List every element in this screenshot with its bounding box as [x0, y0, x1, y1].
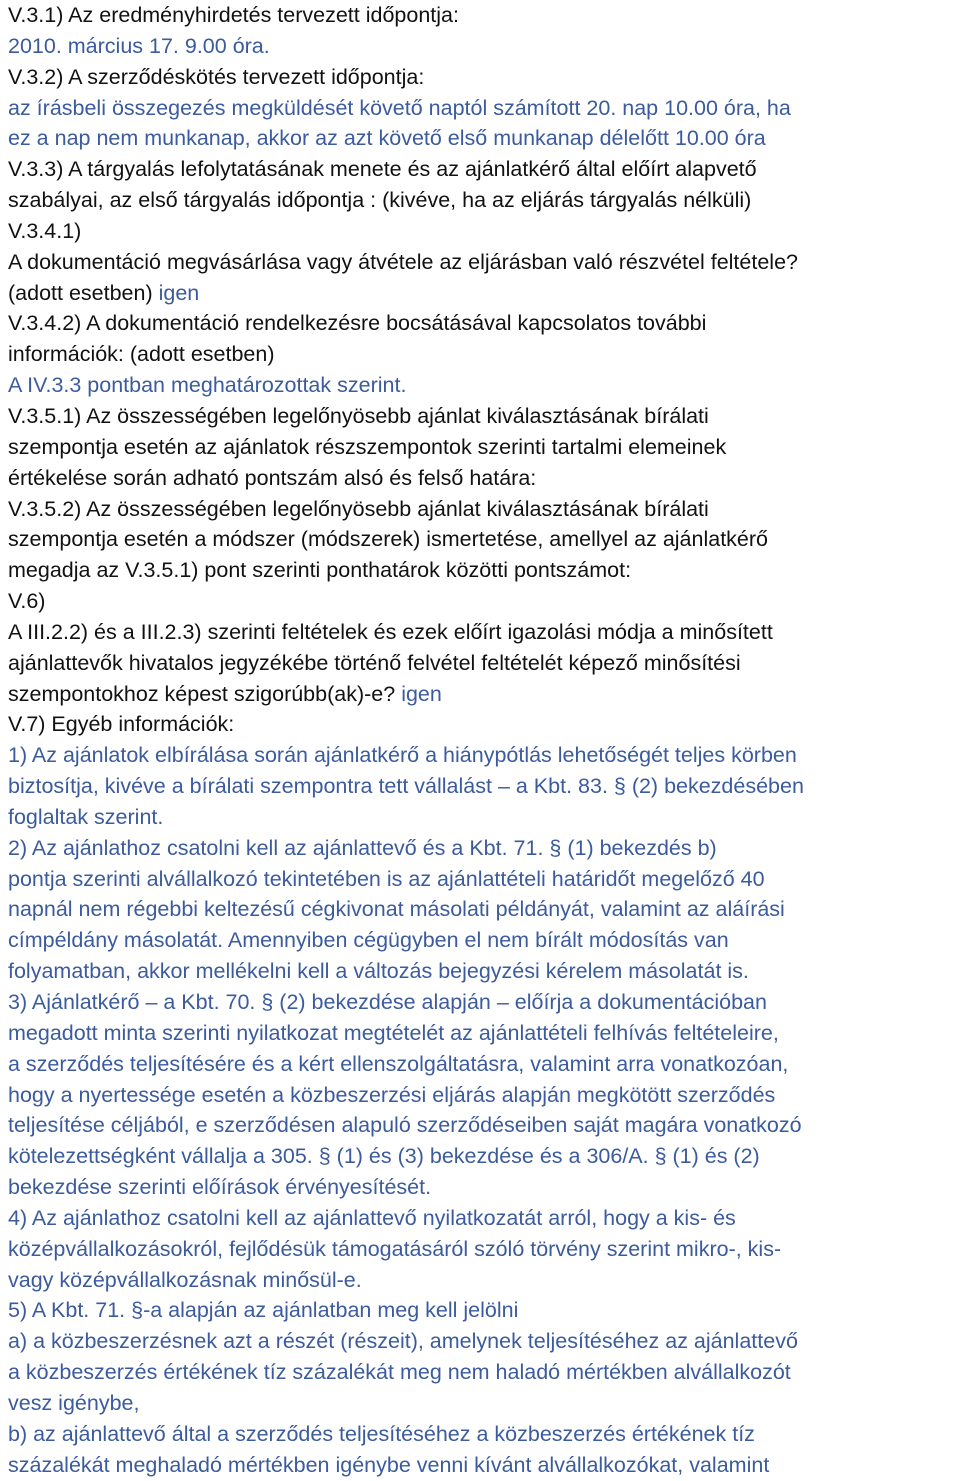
text-line — [8, 709, 952, 740]
text-line — [8, 494, 952, 525]
filled-value-text: a közbeszerzés értékének tíz százalékát meg nem haladó mértékben alvállalkozót — [8, 1360, 791, 1385]
text-line — [8, 1388, 952, 1419]
filled-value-text: kötelezettségként vállalja a 305. § (1) és (3) bekezdése és a 306/A. § (1) és (2) — [8, 1144, 760, 1169]
text-line — [8, 648, 952, 679]
text-line — [8, 802, 952, 833]
text-line — [8, 1295, 952, 1326]
filled-value-text: 5) A Kbt. 71. §-a alapján az ajánlatban meg kell jelölni — [8, 1298, 519, 1323]
text-line — [8, 278, 952, 309]
label-text: (adott esetben) — [8, 280, 159, 305]
text-line — [8, 1265, 952, 1296]
filled-value-text: középvállalkozásokról, fejlődésük támogatásáról szóló törvény szerint mikro-, kis- — [8, 1236, 782, 1261]
filled-value-text: vesz igénybe, — [8, 1390, 140, 1415]
label-text: V.7) Egyéb információk: — [8, 712, 235, 737]
text-line — [8, 586, 952, 617]
text-line — [8, 1110, 952, 1141]
text-line — [8, 1080, 952, 1111]
text-line — [8, 1357, 952, 1388]
filled-value-text: 1) Az ajánlatok elbírálása során ajánlatkérő a hiánypótlás lehetőségét teljes körben — [8, 743, 797, 768]
text-line — [8, 123, 952, 154]
label-text: szempontja esetén a módszer (módszerek) ismertetése, amellyel az ajánlatkérő — [8, 527, 768, 552]
filled-value-text: igen — [158, 280, 200, 305]
text-line — [8, 401, 952, 432]
label-text: A III.2.2) és a III.2.3) szerinti feltételek és ezek előírt igazolási módja a minősített — [8, 619, 773, 644]
label-text: A dokumentáció megvásárlása vagy átvétele az eljárásban való részvétel feltétele? — [8, 249, 798, 274]
text-line — [8, 1326, 952, 1357]
text-line — [8, 1172, 952, 1203]
text-line — [8, 154, 952, 185]
text-line — [8, 1234, 952, 1265]
label-text: V.3.5.2) Az összességében legelőnyösebb ajánlat kiválasztásának bírálati — [8, 496, 709, 521]
filled-value-text: napnál nem régebbi keltezésű cégkivonat másolati példányát, valamint az aláírási — [8, 897, 785, 922]
label-text: információk: (adott esetben) — [8, 342, 275, 367]
text-line — [8, 370, 952, 401]
label-text: megadja az V.3.5.1) pont szerinti ponthatárok közötti pontszámot: — [8, 558, 632, 583]
label-text: V.3.1) Az eredményhirdetés tervezett időpontja: — [8, 3, 459, 27]
text-line — [8, 740, 952, 771]
filled-value-text: ez a nap nem munkanap, akkor az azt követő első munkanap délelőtt 10.00 óra — [8, 126, 766, 151]
filled-value-text: vagy középvállalkozásnak minősül-e. — [8, 1267, 362, 1292]
text-line — [8, 1049, 952, 1080]
filled-value-text: hogy a nyertessége esetén a közbeszerzési eljárás alapján megkötött szerződés — [8, 1082, 776, 1107]
label-text: V.3.3) A tárgyalás lefolytatásának menete és az ajánlatkérő által előírt alapvető — [8, 157, 757, 182]
label-text: szempontokhoz képest szigorúbb(ak)-e? — [8, 681, 402, 706]
label-text: V.6) — [8, 589, 46, 614]
text-line — [8, 617, 952, 648]
text-line — [8, 463, 952, 494]
text-line — [8, 1203, 952, 1234]
text-line — [8, 1419, 952, 1450]
text-line — [8, 93, 952, 124]
text-line — [8, 339, 952, 370]
label-text: szempontja esetén az ajánlatok részszempontok szerinti tartalmi elemeinek — [8, 434, 727, 459]
text-line — [8, 247, 952, 278]
text-line — [8, 956, 952, 987]
label-text: V.3.2) A szerződéskötés tervezett időpontja: — [8, 64, 425, 89]
label-text: V.3.4.1) — [8, 218, 82, 243]
filled-value-text: százalékát meghaladó mértékben igénybe venni kívánt alvállalkozókat, valamint — [8, 1452, 770, 1477]
filled-value-text: folyamatban, akkor mellékelni kell a változás bejegyzési kérelem másolatát is. — [8, 959, 749, 984]
text-line — [8, 524, 952, 555]
filled-value-text: megadott minta szerinti nyilatkozat megtételét az ajánlattételi felhívás feltételeire, — [8, 1020, 779, 1045]
filled-value-text: teljesítése céljából, e szerződésen alapuló szerződéseiben saját magára vonatkozó — [8, 1113, 802, 1138]
label-text: V.3.4.2) A dokumentáció rendelkezésre bocsátásával kapcsolatos további — [8, 311, 707, 336]
text-line — [8, 555, 952, 586]
filled-value-text: A IV.3.3 pontban meghatározottak szerint. — [8, 373, 407, 398]
filled-value-text: az írásbeli összegezés megküldését követő naptól számított 20. nap 10.00 óra, ha — [8, 95, 791, 120]
text-line — [8, 216, 952, 247]
text-line — [8, 679, 952, 710]
label-text: értékelése során adható pontszám alsó és felső határa: — [8, 465, 537, 490]
filled-value-text: b) az ajánlattevő által a szerződés teljesítéséhez a közbeszerzés értékének tíz — [8, 1421, 755, 1446]
text-line — [8, 1018, 952, 1049]
filled-value-text: foglaltak szerint. — [8, 804, 164, 829]
filled-value-text: bekezdése szerinti előírások érvényesítését. — [8, 1175, 432, 1200]
filled-value-text: 3) Ajánlatkérő – a Kbt. 70. § (2) bekezdése alapján – előírja a dokumentációban — [8, 990, 767, 1014]
text-line — [8, 1141, 952, 1172]
filled-value-text: 2010. március 17. 9.00 óra. — [8, 33, 270, 58]
text-line — [8, 31, 952, 62]
filled-value-text: a) a közbeszerzésnek azt a részét (részeit), amelynek teljesítéséhez az ajánlattevő — [8, 1329, 798, 1354]
text-line — [8, 925, 952, 956]
filled-value-text: pontja szerinti alvállalkozó tekintetében is az ajánlattételi határidőt megelőző 40 — [8, 866, 765, 891]
filled-value-text: 2) Az ajánlathoz csatolni kell az ajánlattevő és a Kbt. 71. § (1) bekezdés b) — [8, 835, 717, 860]
text-line — [8, 864, 952, 895]
text-line — [8, 62, 952, 93]
label-text: szabályai, az első tárgyalás időpontja : (kivéve, ha az eljárás tárgyalás nélküli) — [8, 188, 752, 213]
filled-value-text: címpéldány másolatát. Amennyiben cégügyben el nem bírált módosítás van — [8, 928, 729, 953]
text-line — [8, 894, 952, 925]
label-text: V.3.5.1) Az összességében legelőnyösebb ajánlat kiválasztásának bírálati — [8, 403, 709, 428]
text-line — [8, 185, 952, 216]
filled-value-text: 4) Az ajánlathoz csatolni kell az ajánlattevő nyilatkozatát arról, hogy a kis- és — [8, 1205, 736, 1230]
filled-value-text: biztosítja, kivéve a bírálati szempontra tett vállalást – a Kbt. 83. § (2) bekezdésében — [8, 774, 804, 799]
text-line — [8, 833, 952, 864]
filled-value-text: igen — [401, 681, 442, 706]
text-line — [8, 432, 952, 463]
text-line — [8, 987, 952, 1018]
text-line — [8, 771, 952, 802]
filled-value-text: a szerződés teljesítésére és a kért ellenszolgáltatásra, valamint arra vonatkozóan, — [8, 1051, 789, 1076]
label-text: ajánlattevők hivatalos jegyzékébe történő felvétel feltételét képező minősítési — [8, 650, 741, 675]
text-line — [8, 0, 952, 31]
text-line — [8, 308, 952, 339]
